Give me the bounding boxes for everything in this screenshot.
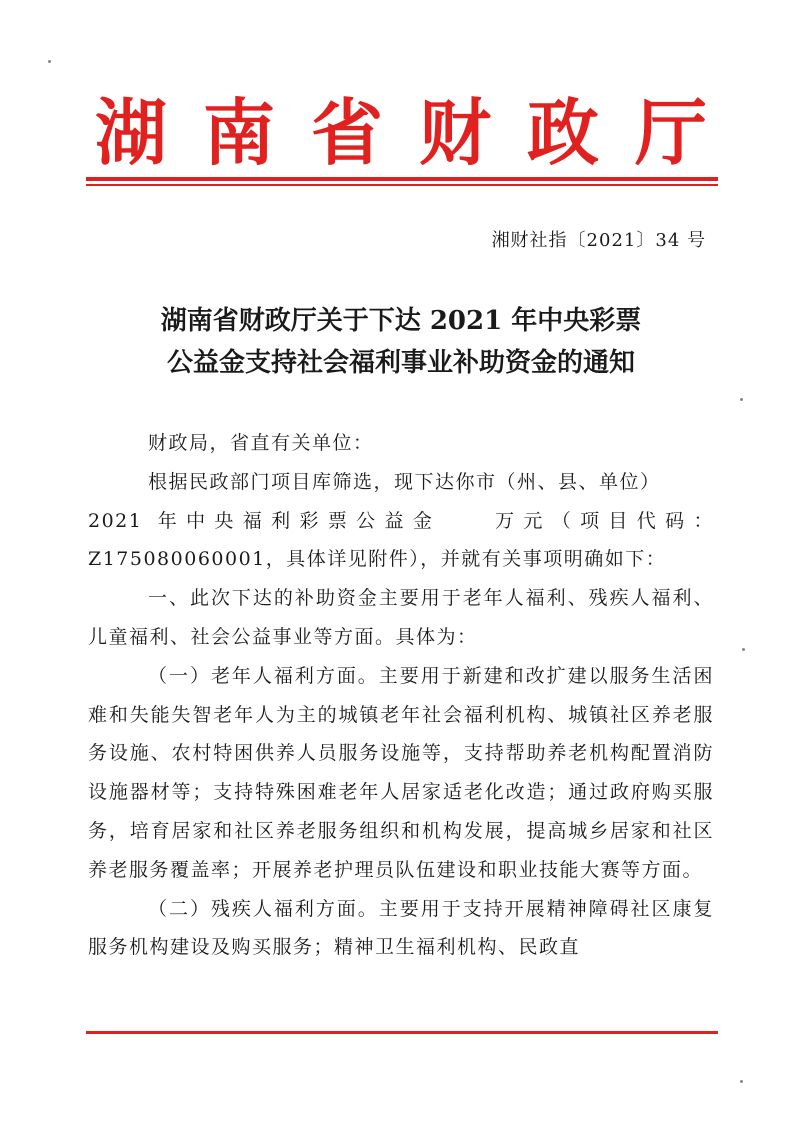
scan-speck xyxy=(742,648,745,651)
paragraph-1-part-a: 2021 年中央福利彩票公益金 xyxy=(88,509,442,532)
red-header-rule xyxy=(86,177,718,181)
paragraph-1-line-1: 根据民政部门项目库筛选，现下达你市（州、县、单位） xyxy=(148,470,661,493)
paragraph-1-part-b: 万元（项目代码： xyxy=(487,509,714,532)
masthead-char: 南 xyxy=(202,91,275,175)
paragraph-1-line-2 xyxy=(88,502,714,541)
salutation: 财政局，省直有关单位： xyxy=(148,432,374,454)
scan-speck xyxy=(740,398,743,401)
title-line-1: 湖南省财政厅关于下达 2021 年中央彩票 xyxy=(160,306,642,336)
document-number: 湘财社指〔2021〕34 号 xyxy=(491,230,706,251)
paragraph-1-line-3: Z175080060001，具体详见附件），并就有关事项明确如下： xyxy=(88,548,667,571)
document-title xyxy=(86,300,716,384)
paragraph-3: （一）老年人福利方面。主要用于新建和改扩建以服务生活困难和失能失智老年人为主的城镇老年社会福利机构、城镇社区养老服务设施、农村特困供养人员服务设施等，支持帮助养老机构配置消防设施器材等；支持特殊困难老年人居家适老化改造；通过政府购买服务，培育居家和社区养老服务组织和机构发展，提高城乡居家和社区养老服务覆盖率；开展养老护理员队伍建设和职业技能大赛等方面。 xyxy=(88,664,714,881)
red-header-rule-thin xyxy=(86,184,718,186)
paragraph-2: 一、此次下达的补助资金主要用于老年人福利、残疾人福利、儿童福利、社会公益事业等方面。具体为： xyxy=(88,587,714,648)
agency-masthead xyxy=(86,90,716,176)
title-line-2: 公益金支持社会福利事业补助资金的通知 xyxy=(166,348,635,378)
paragraph-4: （二）残疾人福利方面。主要用于支持开展精神障碍社区康复服务机构建设及购买服务；精神卫生福利机构、民政直 xyxy=(88,897,714,959)
masthead-char: 省 xyxy=(310,91,383,175)
masthead-char: 政 xyxy=(526,91,599,175)
masthead-char: 厅 xyxy=(634,91,707,175)
masthead-char: 财 xyxy=(418,91,491,175)
masthead-char: 湖 xyxy=(94,91,167,175)
red-footer-rule xyxy=(86,1031,718,1034)
document-body xyxy=(88,424,714,967)
scan-speck xyxy=(48,60,51,63)
scan-speck xyxy=(740,1080,743,1083)
